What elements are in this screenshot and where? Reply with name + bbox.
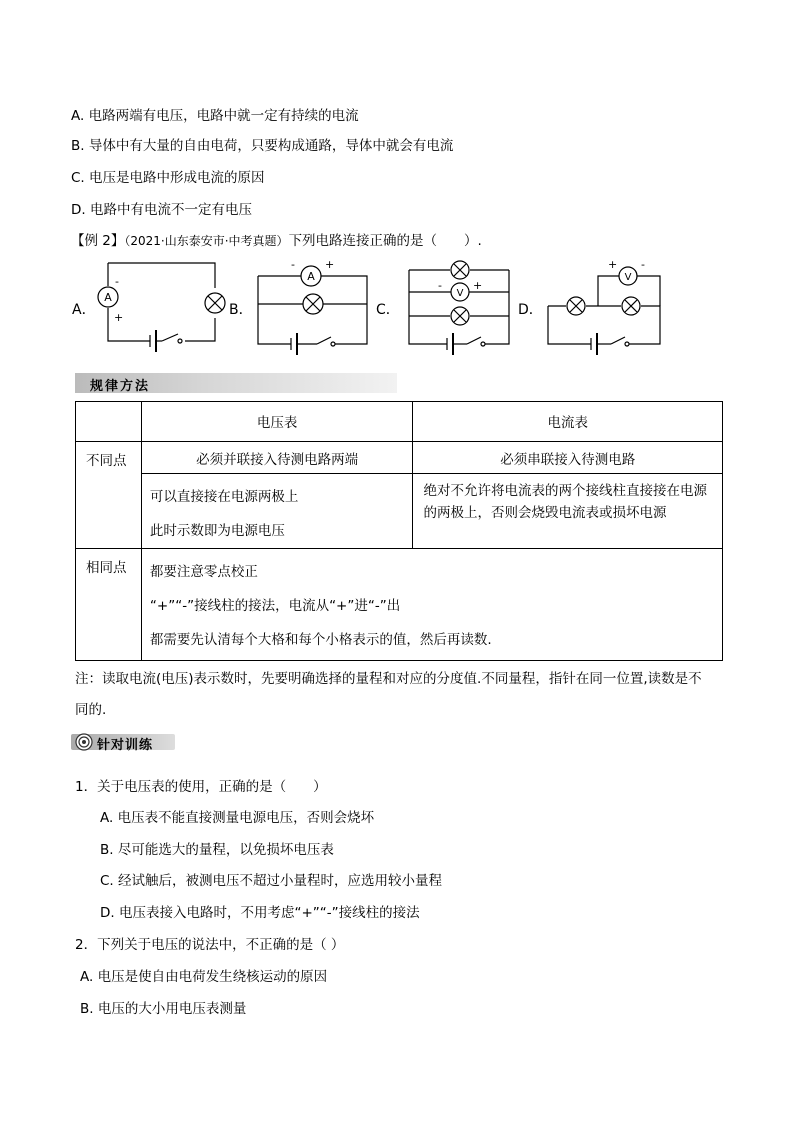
plus-sign: + xyxy=(325,258,335,271)
q1-option-a: A. 电压表不能直接测量电源电压，否则会烧坏 xyxy=(100,810,375,826)
q2-option-b: B. 电压的大小用电压表测量 xyxy=(80,1001,247,1017)
q2-stem: 2．下列关于电压的说法中，不正确的是（ ） xyxy=(75,937,345,953)
diff1-voltmeter: 必须并联接入待测电路两端 xyxy=(141,442,413,474)
circuit-diagram-c xyxy=(405,258,515,358)
same-point-3: 都需要先认清每个大格和每个小格表示的值，然后再读数. xyxy=(149,632,492,648)
training-header xyxy=(71,732,175,752)
voltmeter-symbol: V xyxy=(456,288,464,299)
target-icon xyxy=(75,733,93,751)
header-voltmeter: 电压表 xyxy=(141,402,413,442)
example2-tag: 【例 2】 xyxy=(71,233,125,249)
diff2-voltmeter-line1: 可以直接接在电源两极上 xyxy=(149,489,299,505)
table-corner xyxy=(76,402,142,442)
plus-sign: + xyxy=(473,279,483,292)
minus-sign: - xyxy=(641,258,645,271)
example1-option-d: D. 电路中有电流不一定有电压 xyxy=(71,202,252,218)
example2-stem: 下列电路连接正确的是（ ）. xyxy=(288,233,482,249)
example1-option-c: C. 电压是电路中形成电流的原因 xyxy=(71,170,265,186)
voltmeter-symbol: V xyxy=(624,272,632,283)
diff1-ammeter: 必须串联接入待测电路 xyxy=(413,442,723,474)
training-header-text: 针对训练 xyxy=(97,738,154,753)
circuit-label-a: A． xyxy=(72,302,96,318)
q1-option-d: D. 电压表接入电路时，不用考虑“+”“-”接线柱的接法 xyxy=(100,905,420,921)
header-ammeter: 电流表 xyxy=(413,402,723,442)
minus-sign: - xyxy=(438,279,442,292)
same-point-2: “+”“-”接线柱的接法，电流从“+”进“-”出 xyxy=(149,598,401,614)
circuit-label-c: C． xyxy=(376,302,400,318)
ammeter-symbol: A xyxy=(104,291,112,304)
circuit-diagram-b xyxy=(255,258,375,358)
example2-source: （2021·山东泰安市·中考真题） xyxy=(124,234,289,248)
comparison-table xyxy=(75,401,723,661)
q1-option-b: B. 尽可能选大的量程，以免损坏电压表 xyxy=(100,842,334,858)
diff2-ammeter-text: 绝对不允许将电流表的两个接线柱直接接在电源的两极上，否则会烧毁电流表或损坏电源 xyxy=(423,483,707,521)
example1-option-b: B. 导体中有大量的自由电荷，只要构成通路，导体中就会有电流 xyxy=(71,138,454,154)
method-header: 规律方法 xyxy=(90,379,151,394)
q2-option-a: A. 电压是使自由电荷发生绕核运动的原因 xyxy=(80,969,328,985)
example2-question xyxy=(71,229,482,249)
circuit-label-b: B． xyxy=(229,302,253,318)
q1-stem: 1．关于电压表的使用，正确的是（ ） xyxy=(75,779,327,795)
diff2-voltmeter-line2: 此时示数即为电源电压 xyxy=(149,523,285,539)
diff2-voltmeter xyxy=(141,474,413,549)
circuit-label-d: D． xyxy=(518,302,543,318)
example1-option-a: A. 电路两端有电压，电路中就一定有持续的电流 xyxy=(71,108,359,124)
minus-sign: - xyxy=(291,258,295,271)
row-label-same: 相同点 xyxy=(76,549,142,661)
note-line-2: 同的. xyxy=(75,702,107,718)
ammeter-symbol: A xyxy=(307,270,315,283)
note-line-1: 注：读取电流(电压)表示数时，先要明确选择的量程和对应的分度值.不同量程，指针在同一位置,读数是不 xyxy=(75,671,702,687)
circuit-diagram-a xyxy=(90,258,230,358)
same-cell xyxy=(141,549,722,661)
plus-sign: + xyxy=(114,311,124,324)
plus-sign: + xyxy=(608,258,618,271)
same-point-1: 都要注意零点校正 xyxy=(149,564,258,580)
circuit-diagram-d xyxy=(545,258,665,358)
diff2-ammeter xyxy=(413,474,723,549)
q1-option-c: C. 经试触后，被测电压不超过小量程时，应选用较小量程 xyxy=(100,873,443,889)
row-label-diff: 不同点 xyxy=(76,442,142,549)
minus-sign: - xyxy=(115,275,119,288)
